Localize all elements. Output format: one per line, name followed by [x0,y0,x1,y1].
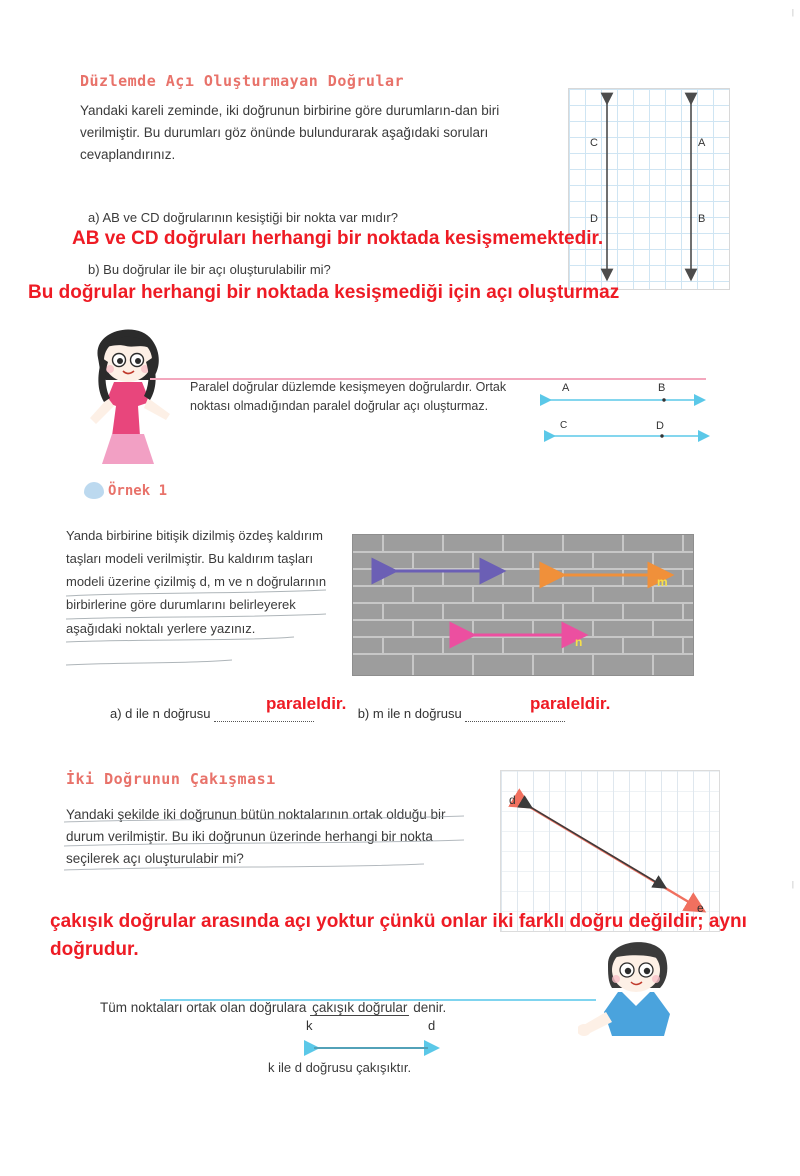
closing-underlined-term: çakışık doğrular [312,1000,408,1015]
example-answer-b-prompt: b) m ile n doğrusu [357,706,462,721]
section2-paragraph-annotation [62,806,472,892]
section2-paragraph: Yandaki şekilde iki doğrunun bütün noktalarının ortak olduğu bir durum verilmiştir. Bu iki doğrunun üzerinde herhangi bir nokta seçilerek açı oluşturulabir mi? [66,807,446,866]
figure-label-d: D [590,213,598,225]
example-answer-a-value: paraleldir. [266,694,347,713]
figure-label-c: C [590,137,598,149]
line-label-d: D [656,420,664,432]
figure-label-d: d [509,793,516,807]
closing-text-before: Tüm noktaları ortak olan doğrulara [100,1000,307,1015]
section2-answer: çakışık doğrular arasında açı yoktur çünkü onlar iki farklı doğru değildir; aynı doğrudur. [50,911,747,960]
kd-label-d: d [428,1018,436,1033]
girl-illustration [78,318,198,468]
question-a: a) AB ve CD doğrularının kesiştiği bir nokta var mıdır? [88,210,398,225]
coincident-lines-svg [501,771,719,931]
brick-label-n: n [575,635,583,649]
section-title-paralel: Düzlemde Açı Oluşturmayan Doğrular [80,72,405,90]
info-box-figure [540,378,740,458]
brick-wall-svg [353,535,693,675]
example-answers-row [110,694,730,722]
kd-label-k: k [306,1018,313,1033]
closing-caption: k ile d doğrusu çakışıktır. [268,1060,412,1075]
page-edge-mark-bottom: | [791,880,794,889]
figure-label-b: B [698,213,706,225]
closing-sentence [100,1000,446,1015]
line-label-c: C [560,420,568,431]
page-edge-mark-top: | [791,8,794,17]
figure-label-a: A [698,137,706,149]
example-badge [84,482,167,499]
line-label-a: A [562,382,570,394]
boy-illustration [578,930,728,1050]
answer-b: Bu doğrular herhangi bir noktada kesişmediği için açı oluşturmaz [28,282,620,303]
brick-wall-figure [352,534,694,676]
example-answer-b-value: paraleldir. [530,694,611,713]
question-b: b) Bu doğrular ile bir açı oluşturulabilir mi? [88,262,331,277]
example-paragraph: Yanda birbirine bitişik dizilmiş özdeş kaldırım taşları modeli verilmiştir. Bu kaldırım taşları modeli üzerine çizilmiş d, m ve n doğrularının birbirlerine göre durumlarını belirleyerek aşağıdaki noktalı yerlere yazınız. [66,528,327,636]
example-paragraph-annotation [64,524,344,674]
section-title-cakisma: İki Doğrunun Çakışması [66,770,276,788]
parallel-lines-figure [568,88,730,290]
line-label-b: B [658,382,666,394]
parallel-lines-svg [569,89,729,289]
brick-label-m: m [657,575,668,589]
figure-label-e: e [697,901,704,915]
section1-paragraph: Yandaki kareli zeminde, iki doğrunun birbirine göre durumların-dan biri verilmiştir. Bu durumları göz önünde bulundurarak aşağıdaki soruları cevaplandırınız. [80,103,500,162]
closing-text-after: denir. [413,1000,447,1015]
info-box-text: Paralel doğrular düzlemde kesişmeyen doğrulardır. Ortak noktası olmadığından paralel doğrular açı oluşturmaz. [190,380,507,414]
example-label: Örnek 1 [108,482,168,499]
answer-a: AB ve CD doğruları herhangi bir noktada kesişmemektedir. [72,228,604,249]
example-answer-a-prompt: a) d ile n doğrusu [110,706,211,721]
example-blob-icon [84,482,104,499]
kd-line-figure [300,1018,460,1062]
